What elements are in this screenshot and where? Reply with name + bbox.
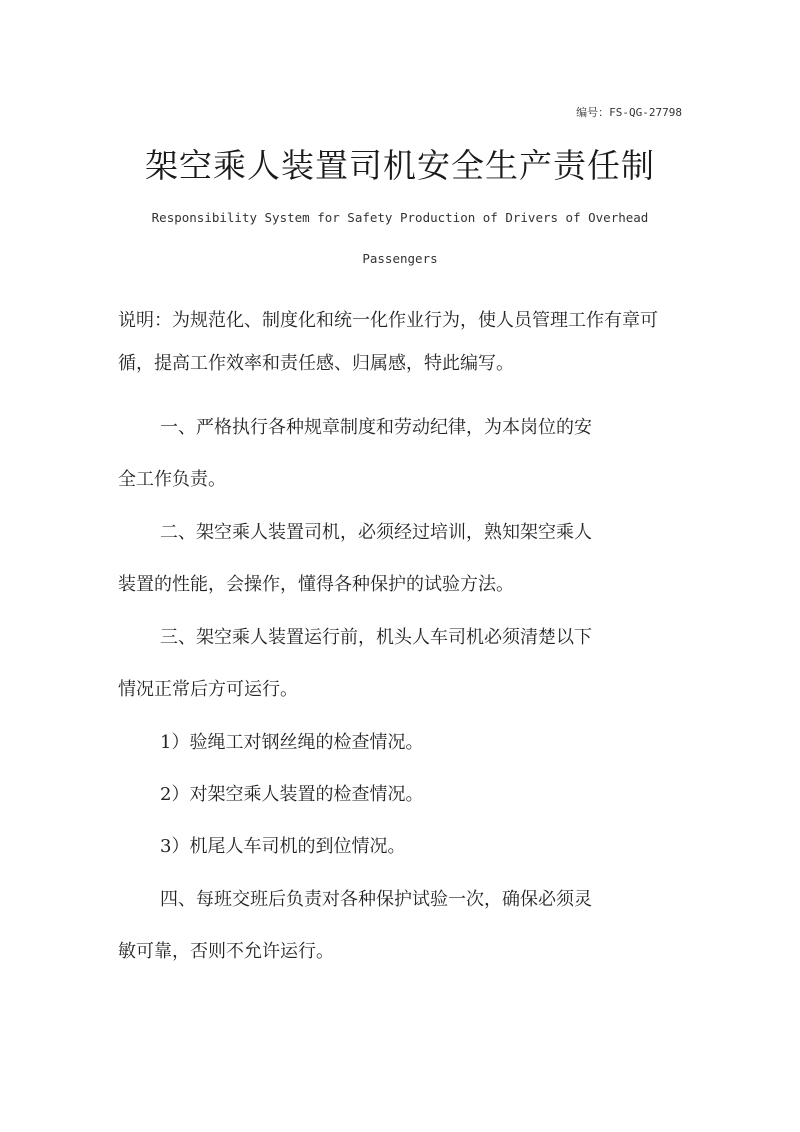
clause-2-line-2: 装置的性能，会操作，懂得各种保护的试验方法。 [118, 574, 514, 595]
sub-item-2: 2）对架空乘人装置的检查情况。 [160, 784, 424, 805]
sub-item-1: 1）验绳工对钢丝绳的检查情况。 [160, 732, 424, 753]
document-code [576, 104, 682, 120]
clause-2-line-1: 二、架空乘人装置司机，必须经过培训，熟知架空乘人 [160, 522, 592, 543]
document-title-en-line2: Passengers [362, 251, 438, 266]
clause-3-line-1: 三、架空乘人装置运行前，机头人车司机必须清楚以下 [160, 627, 592, 648]
document-title-zh: 架空乘人装置司机安全生产责任制 [145, 146, 655, 185]
clause-4-line-1: 四、每班交班后负责对各种保护试验一次，确保必须灵 [160, 889, 592, 910]
clause-4-line-2: 敏可靠，否则不允许运行。 [118, 941, 334, 962]
intro-line-2: 循，提高工作效率和责任感、归属感，特此编写。 [118, 353, 514, 374]
intro-line-1: 说明：为规范化、制度化和统一化作业行为，使人员管理工作有章可 [118, 310, 658, 331]
clause-1-line-2: 全工作负责。 [118, 469, 226, 490]
document-title-en-line1: Responsibility System for Safety Production of Drivers of Overhead [151, 210, 649, 225]
clause-1-line-1: 一、严格执行各种规章制度和劳动纪律，为本岗位的安 [160, 417, 592, 438]
document-code-label: 编号： [576, 106, 610, 119]
clause-3-line-2: 情况正常后方可运行。 [118, 679, 298, 700]
sub-item-3: 3）机尾人车司机的到位情况。 [160, 836, 406, 857]
document-code-value: FS-QG-27798 [609, 106, 682, 119]
